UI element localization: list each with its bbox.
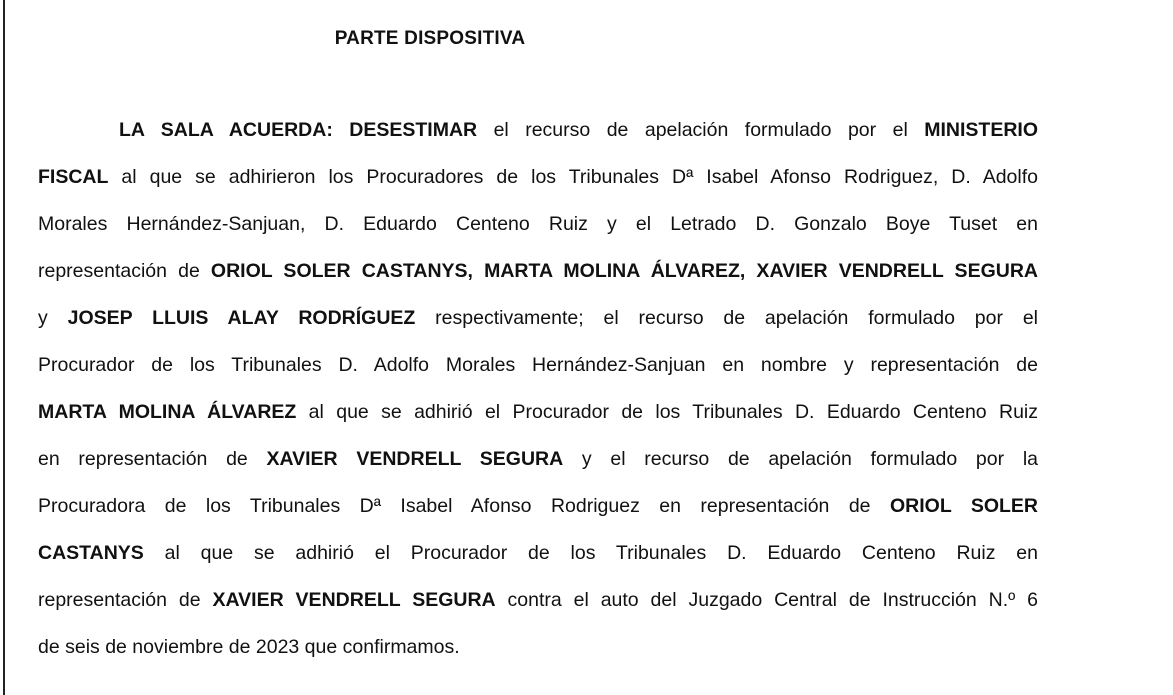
paragraph-line <box>38 436 1038 483</box>
paragraph-line <box>38 577 1038 624</box>
bold-text-run: MARTA MOLINA ÁLVAREZ <box>38 401 297 423</box>
text-run: respectivamente; el recurso de apelación formulado por el <box>415 307 1038 329</box>
bold-text-run: FISCAL <box>38 166 109 188</box>
bold-text-run: CASTANYS <box>38 542 144 564</box>
bold-text-run: LA SALA ACUERDA: DESESTIMAR <box>119 119 478 141</box>
text-run: en representación de <box>38 448 267 470</box>
bold-text-run: XAVIER VENDRELL SEGURA <box>266 448 564 470</box>
paragraph-line <box>38 154 1038 201</box>
text-run: representación de <box>38 260 211 282</box>
paragraph-line <box>38 483 1038 530</box>
paragraph-line <box>38 295 1038 342</box>
text-run: Procuradora de los Tribunales Dª Isabel Afonso Rodriguez en representación de <box>38 495 890 517</box>
paragraph-line <box>38 342 1038 389</box>
bold-text-run: ORIOL SOLER <box>889 495 1038 517</box>
paragraph-line <box>38 107 1038 154</box>
text-run: Morales Hernández-Sanjuan, D. Eduardo Centeno Ruiz y el Letrado D. Gonzalo Boye Tuset en <box>38 213 1038 235</box>
paragraph-line <box>38 248 1038 295</box>
bold-text-run: MINISTERIO <box>924 119 1038 141</box>
paragraph-line <box>38 201 1038 248</box>
text-run: de seis de noviembre de 2023 que confirmamos. <box>38 636 460 658</box>
text-run: al que se adhirieron los Procuradores de los Tribunales Dª Isabel Afonso Rodriguez, D. Adolfo <box>108 166 1038 188</box>
section-heading: PARTE DISPOSITIVA <box>334 28 526 49</box>
page-left-border <box>3 0 5 695</box>
paragraph-line <box>38 389 1038 436</box>
text-run: al que se adhirió el Procurador de los Tribunales D. Eduardo Centeno Ruiz <box>296 401 1039 423</box>
bold-text-run: XAVIER VENDRELL SEGURA <box>212 589 496 611</box>
text-run: Procurador de los Tribunales D. Adolfo Morales Hernández-Sanjuan en nombre y representación de <box>38 354 1038 376</box>
text-run: y el recurso de apelación formulado por la <box>563 448 1038 470</box>
text-run: el recurso de apelación formulado por el <box>477 119 925 141</box>
text-run: y <box>38 307 68 329</box>
text-run: representación de <box>38 589 213 611</box>
bold-text-run: JOSEP LLUIS ALAY RODRÍGUEZ <box>67 307 416 329</box>
text-run: al que se adhirió el Procurador de los Tribunales D. Eduardo Centeno Ruiz en <box>143 542 1038 564</box>
bold-text-run: ORIOL SOLER CASTANYS, MARTA MOLINA ÁLVAREZ, XAVIER VENDRELL SEGURA <box>210 260 1038 282</box>
text-run: contra el auto del Juzgado Central de Instrucción N.º 6 <box>495 589 1039 611</box>
paragraph-line <box>38 530 1038 577</box>
paragraph-line <box>38 624 1038 671</box>
